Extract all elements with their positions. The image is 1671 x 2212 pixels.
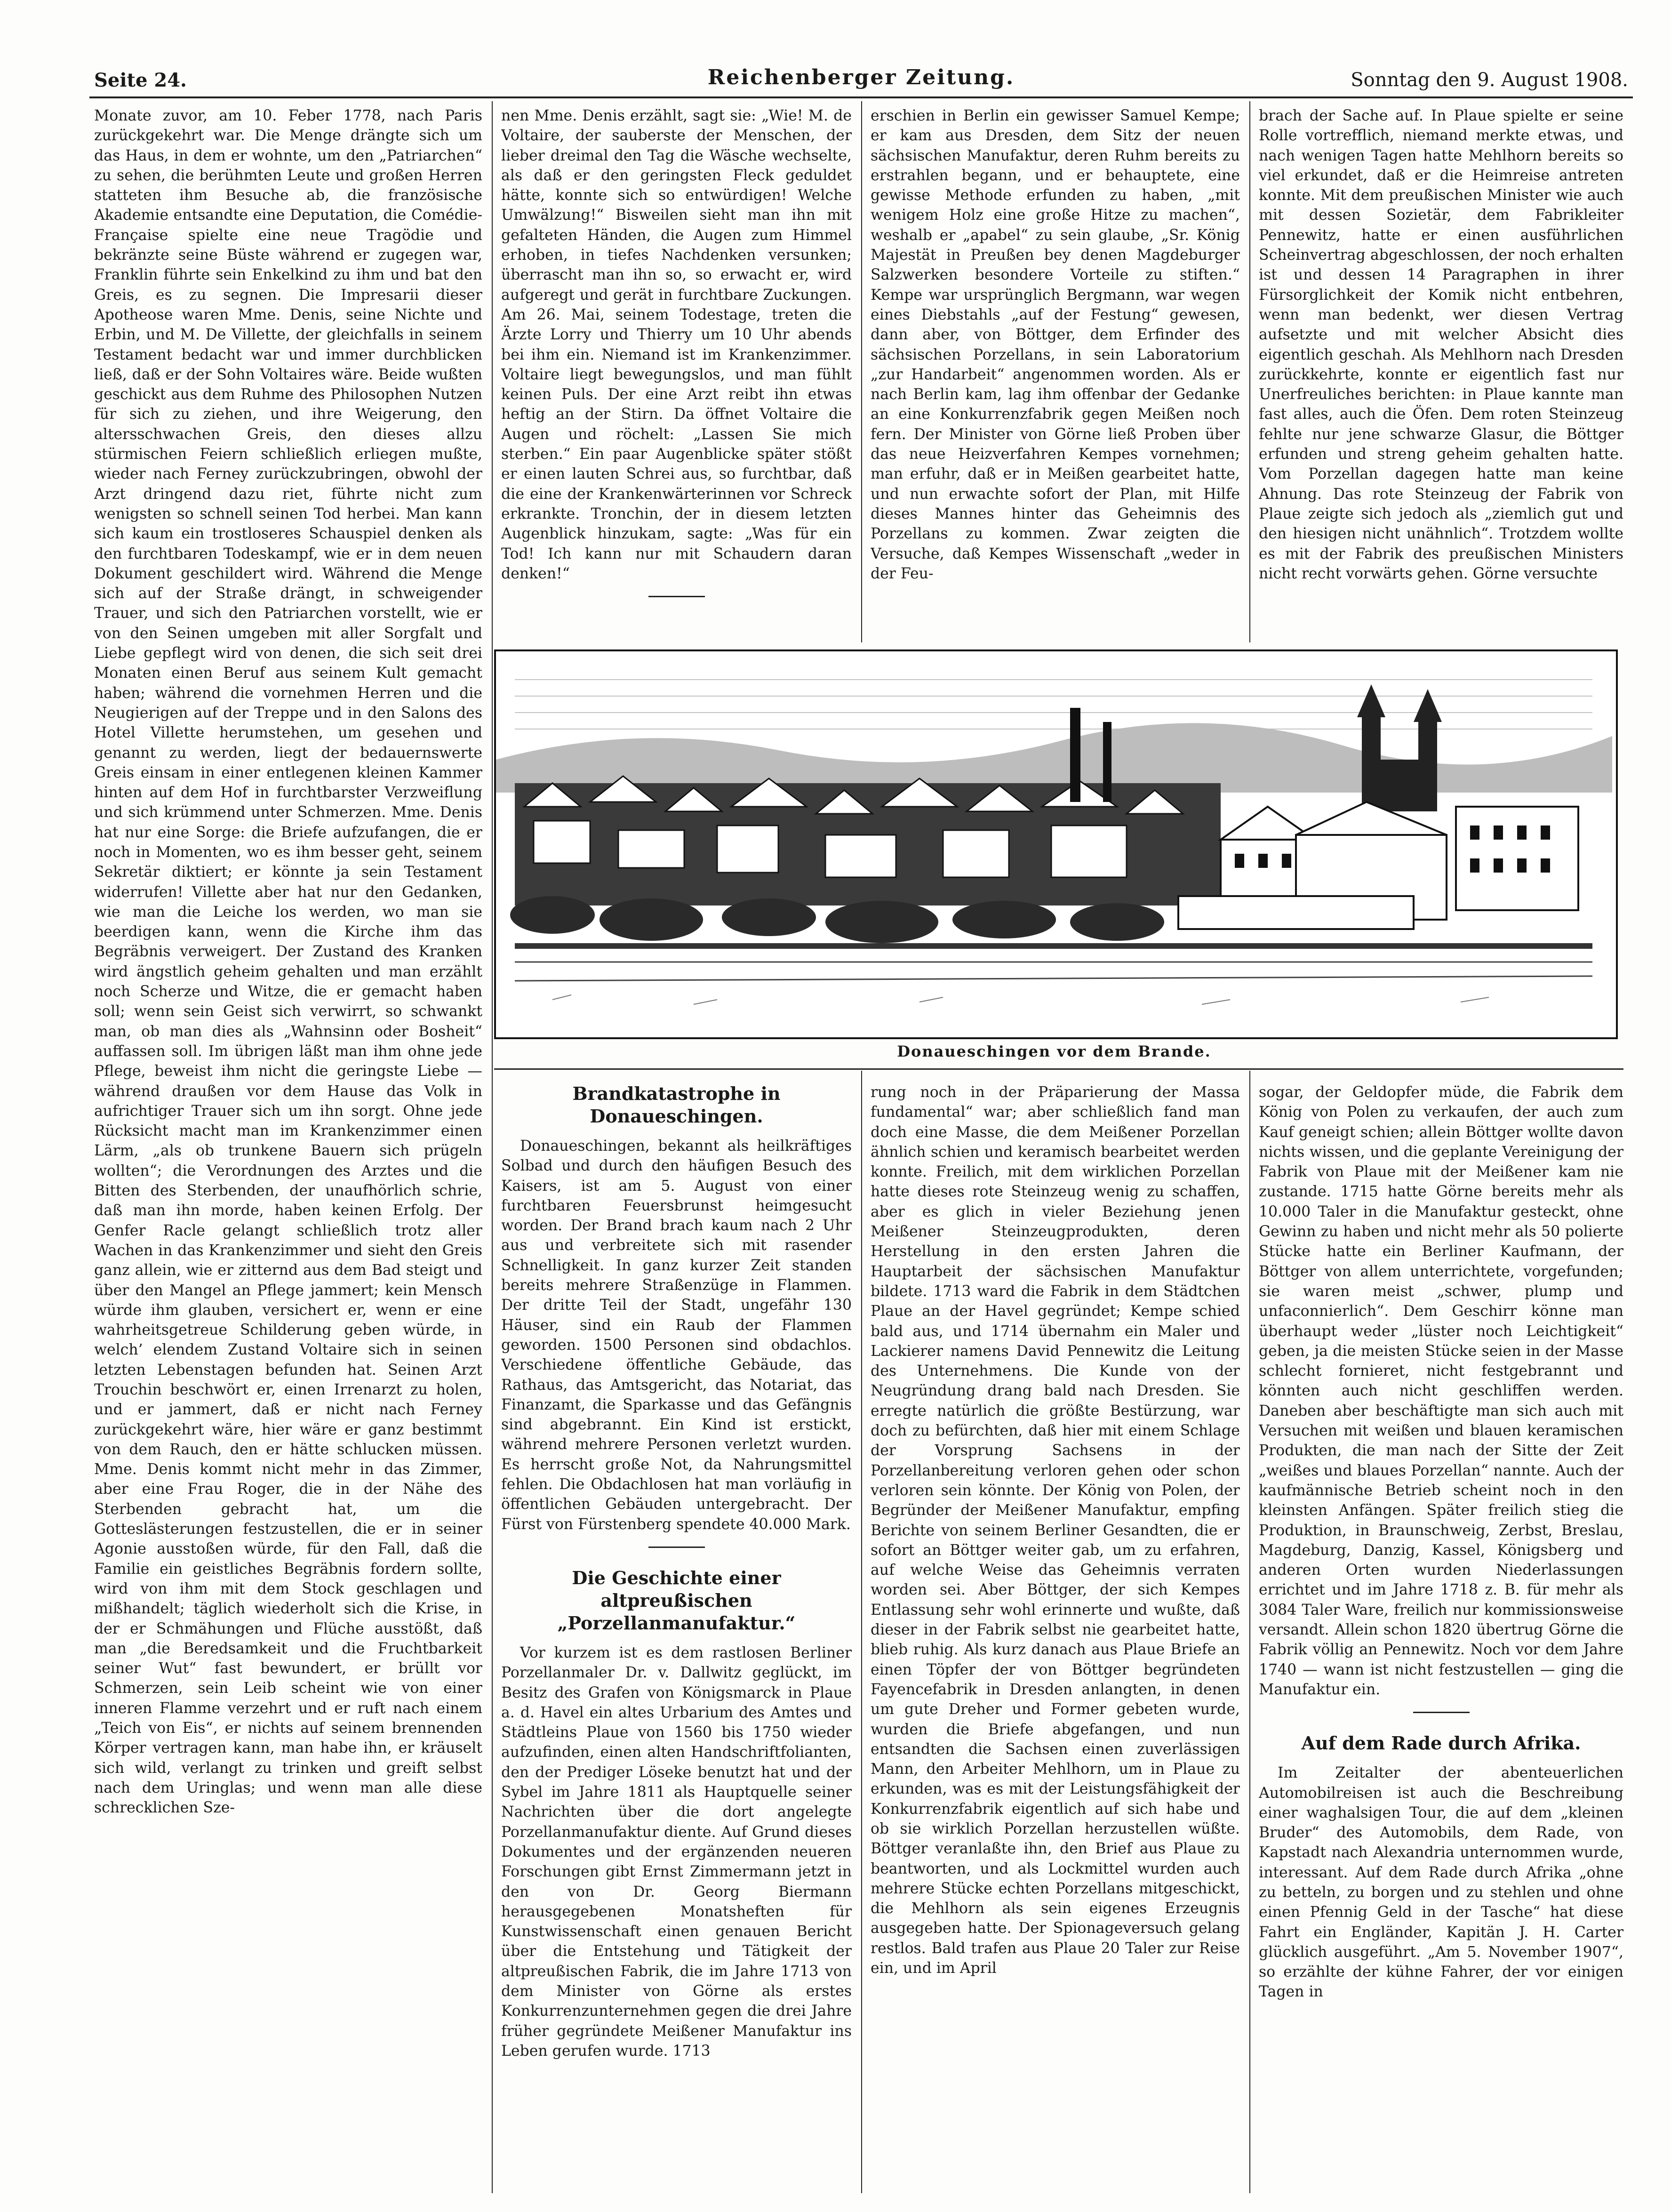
porzellan-text-continued: rung noch in der Präparierung der Massa fundamental“ war; aber schließlich fand man doch eine Masse, die dem Meißener Porzellan ähnlich schien und keramisch bearbeitet werden konnte. Freilich, mit dem wirklichen Porzellan hatte dieses rote Steinzeug wenig zu schaffen, aber es glich in vieler Beziehung jenen Meißener Steinzeugprodukten, deren Herstellung in den ersten Jahren die Hauptarbeit der sächsischen Manufaktur bildete. 1713 ward die Fabrik in dem Städtchen Plaue an der Havel gegründet; Kempe schied bald aus, und 1714 übernahm ein Maler und Lackierer namens David Pennewitz die Leitung des Unternehmens. Die Kunde von der Neugründung drang bald nach Dresden. Sie erregte natürlich die größte Bestürzung, war doch zu befürchten, daß hier mit einem Schlage der Vorsprung Sachsens in der Porzellanbereitung verloren gehen oder schon verloren sein könnte. Der König von Polen, der Begründer der Meißener Manufaktur, empfing Berichte von seinem Berliner Gesandten, die er sofort an Böttger weiter gab, um zu erfahren, auf welche Weise das Geheimnis verraten worden sei. Aber Böttger, der sich Kempes Entlassung sehr wohl erinnerte und wußte, daß dieser in der Fabrik selbst nie gearbeitet hatte, blieb ruhig. Als kurz danach aus Plaue Briefe an einen Töpfer der von Böttger begründeten Fayencefabrik in Dresden anlangten, in denen um gute Dreher und Former gebeten wurde, wurden die Briefe abgefangen, und nun entsandten die Sachsen einen zuverlässigen Mann, den Arbeiter Mehlhorn, um in Plaue zu erkunden, was es mit der Leistungsfähigkeit der Konkurrenzfabrik eigentlich auf sich habe und ob sie wirklich Porzellan herzustellen wüßte. Böttger veranlaßte ihn, den Brief aus Plaue zu beantworten, und als Lockmittel wurden auch mehrere Stücke echten Porzellans mitgeschickt, die Mehlhorn als sein eigenes Erzeugnis ausgegeben hatte. Der Spionageversuch gelang restlos. Bald trafen aus Plaue 20 Taler zur Reise ein, und im April: [871, 1084, 1240, 1977]
article-subtitle-porzellan: „Porzellanmanufaktur.“: [557, 1612, 796, 1634]
issue-date: Sonntag den 9. August 1908.: [1351, 69, 1628, 91]
illustration-caption: Donaueschingen vor dem Brande.: [897, 1042, 1211, 1060]
newspaper-title: Reichenberger Zeitung.: [707, 65, 1015, 89]
voltaire-article-text: Monate zuvor, am 10. Feber 1778, nach Paris zurückgekehrt war. Die Menge drängte sich um das Haus, in dem er wohnte, um den „Patriarchen“ zu sehen, die berühmten Leute und großen Herren statteten ihm Besuche ab, die französische Akademie entsandte eine Deputation, die Comédie-Française spielte eine neue Tragödie und bekränzte seine Büste während er zugegen war, Franklin führte sein Enkelkind zu ihm und bat den Greis, es zu segnen. Die Impresarii dieser Apotheose waren Mme. Denis, seine Nichte und Erbin, und M. De Villette, der gleichfalls in seinem Testament bedacht war und immer durchblicken ließ, daß er der Sohn Voltaires wäre. Beide wußten geschickt aus dem Ruhme des Philosophen Nutzen für sich zu ziehen, und ihre Weigerung, den altersschwachen Greis, den dieses allzu stürmischen Feiern schließlich erliegen mußte, wieder nach Ferney zurückzubringen, obwohl der Arzt dringend dazu riet, führte nicht zum wenigsten so schnell seinen Tod herbei. Man kann sich kaum ein trostloseres Schauspiel denken als den furchtbaren Todeskampf, wie er in dem neuen Dokument geschildert wird. Während die Menge sich auf der Straße drängt, in schweigender Trauer, und sich den Patriarchen vorstellt, wie er von den Seinen umgeben mit aller Sorgfalt und Liebe gepflegt wird von denen, die sich seit drei Monaten einen Beruf aus seinem Kult gemacht haben; während die vornehmen Herren und die Neugierigen auf der Treppe und in den Salons des Hotel Villette herumstehen, um gesehen und genannt zu werden, liegt der bedauernswerte Greis einsam in einer entlegenen kleinen Kammer hinten auf dem Hof in furchtbarster Verzweiflung und sich krümmend unter Schmerzen. Mme. Denis hat nur eine Sorge: die Briefe aufzufangen, die er noch in Momenten, wo es ihm besser geht, seinem Sekretär diktiert; er könnte ja sein Testament widerrufen! Villette aber hat nur den Gedanken, wie man die Leiche los werden, wo man sie beerdigen kann, wenn die Kirche ihm das Begräbnis verweigert. Der Zustand des Kranken wird ängstlich geheim gehalten und man erzählt noch Scherze und Witze, die er gemacht haben soll; wenn sein Geist sich verwirrt, so schwankt man, ob man dies als „Wahnsinn oder Bosheit“ auffassen soll. Im übrigen läßt man ihm ohne jede Pflege, beweist ihm nicht die geringste Liebe — während draußen vor dem Hause das Volk in aufrichtiger Trauer sich um ihn sorgt. Ohne jede Rücksicht macht man im Krankenzimmer einen Lärm, „als ob trunkene Bauern sich prügeln wollten“; die Verordnungen des Arztes und die Bitten des Sterbenden, der unaufhörlich schrie, daß man ihn morde, haben keinen Erfolg. Der Genfer Racle gelangt schließlich trotz aller Wachen in das Krankenzimmer und sieht den Greis ganz allein, wie er zitternd aus dem Bad steigt und über den Mangel an Pflege jammert; kein Mensch würde ihm glauben, versichert er, wenn er eine wahrheitsgetreue Schilderung geben würde, in welch’ elendem Zustand Voltaire sich in seinen letzten Lebenstagen befunden hat. Seinen Arzt Trouchin beschwört er, einen Irrenarzt zu holen, und er jammert, daß er nicht nach Ferney zurückgekehrt wäre, hier wäre er ganz bestimmt von dem Rauch, den er hätte schlucken müssen. Mme. Denis kommt nicht mehr in das Zimmer, aber eine Frau Roger, die in der Nähe des Sterbenden gebracht hat, um die Gotteslästerungen festzustellen, die er in seiner Agonie ausstoßen würde, für den Fall, daß die Familie ein geistliches Begräbnis fordern sollte, wird von ihm mit dem Stock geschlagen und mißhandelt; täglich wiederholt sich die Krise, in der er Schmähungen und Flüche ausstößt, daß man „die Beredsamkeit und die Fruchtbarkeit seiner Wut“ fast bewundert, er brüllt vor Schmerzen, sein Leib scheint wie von einer inneren Flamme verzehrt und er ruft nach einem „Teich von Eis“, er nichts auf seinem brennenden Körper vertragen kann, man habe ihn, er kräuselt sich wild, verlangt zu trinken und greift selbst nach dem Uringlas; und wenn man alle diese schrecklichen Sze-: [94, 107, 482, 1817]
column-rule: [861, 1071, 862, 2193]
article-separator: [648, 596, 705, 597]
column-rule: [1249, 1071, 1250, 2193]
column-1: [94, 106, 482, 2193]
column-4: [1259, 106, 1623, 642]
porcelain-article-continued: brach der Sache auf. In Plaue spielte er seine Rolle vortrefflich, niemand merkte etwas, und nach wenigen Tagen hatte Mehlhorn bereits so viel erkundet, daß er die Heimreise antreten konnte. Mit dem preußischen Minister wie auch mit dessen Sozietär, dem Fabrikleiter Pennewitz, hatte er einen ausführlichen Scheinvertrag abgeschlossen, der noch erhalten ist und dessen 14 Paragraphen in ihrer Fürsorglichkeit der Komik nicht entbehren, wenn man bedenkt, wer diesen Vertrag aufsetzte und mit welcher Absicht dies eigentlich geschah. Als Mehlhorn nach Dresden zurückkehrte, konnte er eigentlich fast nur Unerfreuliches berichten: in Plaue kannte man fast alles, auch die Öfen. Dem roten Steinzeug fehlte nur jene schwarze Glasur, die Böttger erfunden und streng geheim gehalten hatte. Vom Porzellan dagegen hatte man keine Ahnung. Das rote Steinzeug der Fabrik von Plaue zeigte sich jedoch als „ziemlich gut und den hiesigen nicht unähnlich“. Trotzdem wollte es mit der Fabrik des preußischen Ministers nicht recht vorwärts gehen. Görne versuchte: [1259, 107, 1623, 582]
column-rule: [1249, 101, 1250, 642]
porzellan-text: Vor kurzem ist es dem rastlosen Berliner Porzellanmaler Dr. v. Dallwitz geglückt, im Besitz des Grafen von Königsmarck in Plaue a. d. Havel ein altes Urbarium des Amtes und Städtleins Plaue von 1560 bis 1750 wieder aufzufinden, einen alten Handschriftfolianten, den der Prediger Löseke benutzt hat und der Sybel im Jahre 1811 als Hauptquelle seiner Nachrichten über die dort angelegte Porzellanmanufaktur diente. Auf Grund dieses Dokumentes und der ergänzenden neueren Forschungen gibt Ernst Zimmermann jetzt in den von Dr. Georg Biermann herausgegebenen Monatsheften für Kunstwissenschaft einen genauen Bericht über die Entstehung und Tätigkeit der altpreußischen Fabrik, die im Jahre 1713 von dem Minister von Görne als erstes Konkurrenzunternehmen gegen die drei Jahre früher gegründete Meißener Manufaktur ins Leben gerufen wurde. 1713: [501, 1644, 852, 2060]
column-rule: [861, 101, 862, 642]
article-separator: [1413, 1712, 1470, 1713]
column-3-lower: [871, 1082, 1240, 2193]
masthead: [94, 59, 1628, 96]
voltaire-article-continued: nen Mme. Denis erzählt, sagt sie: „Wie! M. de Voltaire, der sauberste der Menschen, der lieber dreimal den Tag die Wäsche wechselte, als daß er den geringsten Fleck geduldet hätte, konnte sich so entwürdigen! Welche Umwälzung!“ Bisweilen sieht man ihn mit gefalteten Händen, die Augen zum Himmel erhoben, in tiefes Nachdenken versunken; überrascht man ihn so, so erwacht er, wird aufgeregt und gerät in furchtbare Zuckungen. Am 26. Mai, seinem Todestage, treten die Ärzte Lorry und Thierry um 10 Uhr abends bei ihm ein. Niemand ist im Krankenzimmer. Voltaire liegt bewegungslos, und man fühlt keinen Puls. Der eine Arzt reibt ihn etwas heftig an der Stirn. Da öffnet Voltaire die Augen und röchelt: „Lassen Sie mich sterben.“ Ein paar Augenblicke später stößt er einen lauten Schrei aus, so furchtbar, daß die eine der Krankenwärterinnen vor Schreck erkrankte. Tronchin, der in diesem letzten Augenblick hinzukam, sagte: „Was für ein Tod! Ich kann nur mit Schaudern daran denken!“: [501, 107, 852, 582]
afrika-text: Im Zeitalter der abenteuerlichen Automobilreisen ist auch die Beschreibung einer waghalsigen Tour, die auf dem „kleinen Bruder“ des Automobils, dem Rade, von Kapstadt nach Alexandria unternommen wurde, interessant. Auf dem Rade durch Afrika „ohne zu betteln, zu borgen und zu stehlen und ohne einen Pfennig Geld in der Tasche“ hat diese Fahrt ein Engländer, Kapitän J. H. Carter glücklich ausgeführt. „Am 5. November 1907“, so erzählte der kühne Fahrer, der vor einigen Tagen in: [1259, 1764, 1623, 2001]
page-number: Seite 24.: [94, 69, 187, 91]
article-separator: [648, 1547, 705, 1548]
porcelain-article-text: erschien in Berlin ein gewisser Samuel Kempe; er kam aus Dresden, dem Sitz der neuen sächsischen Manufaktur, deren Ruhm bereits zu erstrahlen begann, und er behauptete, eine gewisse Methode erfunden zu haben, „mit wenigem Holz eine große Hitze zu machen“, weshalb er „apabel“ zu sein glaube, „Sr. König Majestät in Preußen bey denen Magdeburger Salzwerken besondere Vorteile zu stiften.“ Kempe war ursprünglich Bergmann, war wegen eines Diebstahls „auf der Festung“ gewesen, dann aber, von Böttger, dem Erfinder des sächsischen Porzellans, in sein Laboratorium „zur Handarbeit“ angenommen worden. Als er nach Berlin kam, lag ihm offenbar der Gedanke an eine Konkurrenzfabrik gegen Meißen noch fern. Der Minister von Görne ließ Proben über das neue Heizverfahren Kempes vornehmen; man erfuhr, daß er in Meißen gearbeitet hatte, und nun erwachte sofort der Plan, mit Hilfe dieses Mannes hinter das Geheimnis des Porzellans zu kommen. Zwar zeigten die Versuche, daß Kempes Wissenschaft „weder in der Feu-: [871, 107, 1240, 582]
column-2-lower: [501, 1082, 852, 2193]
article-title-afrika: Auf dem Rade durch Afrika.: [1301, 1732, 1581, 1754]
column-3: [871, 106, 1240, 642]
brandkatastrophe-text: Donaueschingen, bekannt als heilkräftiges Solbad und durch den häufigen Besuch des Kaisers, ist am 5. August von einer furchtbaren Feuersbrunst heimgesucht worden. Der Brand brach kaum nach 2 Uhr aus und verbreitete sich mit rasender Schnelligkeit. In ganz kurzer Zeit standen bereits mehrere Straßenzüge in Flammen. Der dritte Teil der Stadt, ungefähr 130 Häuser, sind ein Raub der Flammen geworden. 1500 Personen sind obdachlos. Verschiedene öffentliche Gebäude, das Rathaus, das Amtsgericht, das Notariat, das Finanzamt, die Sparkasse und das Gefängnis sind abgebrannt. Ein Kind ist erstickt, während mehrere Personen verletzt wurden. Es herrscht große Not, da Nahrungsmittel fehlen. Die Obdachlosen hat man vorläufig in öffentlichen Gebäuden untergebracht. Der Fürst von Fürstenberg spendete 40.000 Mark.: [501, 1138, 852, 1533]
article-title-brandkatastrophe: Brandkatastrophe in Donaueschingen.: [572, 1083, 781, 1127]
town-sketch: [496, 651, 1612, 1034]
donaueschingen-illustration: [494, 649, 1618, 1039]
column-4-lower: [1259, 1082, 1623, 2193]
column-2: [501, 106, 852, 642]
article-title-porzellan: Die Geschichte einer altpreußischen: [572, 1567, 781, 1611]
porzellan-text-end: sogar, der Geldopfer müde, die Fabrik dem König von Polen zu verkaufen, der auch zum Kauf geneigt schien; allein Böttger wollte davon nichts wissen, und die geplante Vereinigung der Fabrik von Plaue mit der Meißener kam nie zustande. 1715 hatte Görne bereits mehr als 10.000 Taler in die Manufaktur gesteckt, ohne Gewinn zu haben und nicht mehr als 50 polierte Stücke hatte ein Berliner Kaufmann, der Böttger von allem unterrichtete, vorgefunden; sie waren meist „schwer, plump und unfaconnierlich“. Dem Geschirr könne man überhaupt weder „lüster noch Leichtigkeit“ geben, ja die meisten Stücke seien in der Masse schlecht fornieret, nicht festgebrannt und könnten auch nicht geschliffen werden. Daneben aber beschäftigte man sich auch mit Versuchen mit weißen und blauen keramischen Produkten, die man nach der Sitte der Zeit „weißes und blaues Porzellan“ nannte. Auch der kaufmännische Betrieb scheint noch in den kleinsten Anfängen. Später freilich stieg die Produktion, in Braunschweig, Zerbst, Breslau, Magdeburg, Danzig, Kassel, Königsberg und anderen Orten wurden Niederlassungen errichtet und im Jahre 1718 z. B. für mehr als 3084 Taler Ware, freilich nur kommissionsweise versandt. Allein schon 1820 übertrug Görne die Fabrik völlig an Pennewitz. Noch vor dem Jahre 1740 — wann ist nicht festzustellen — ging die Manufaktur ein.: [1259, 1084, 1623, 1698]
masthead-rule: [89, 96, 1633, 98]
section-rule: [494, 1068, 1623, 1070]
column-rule: [492, 101, 493, 2193]
